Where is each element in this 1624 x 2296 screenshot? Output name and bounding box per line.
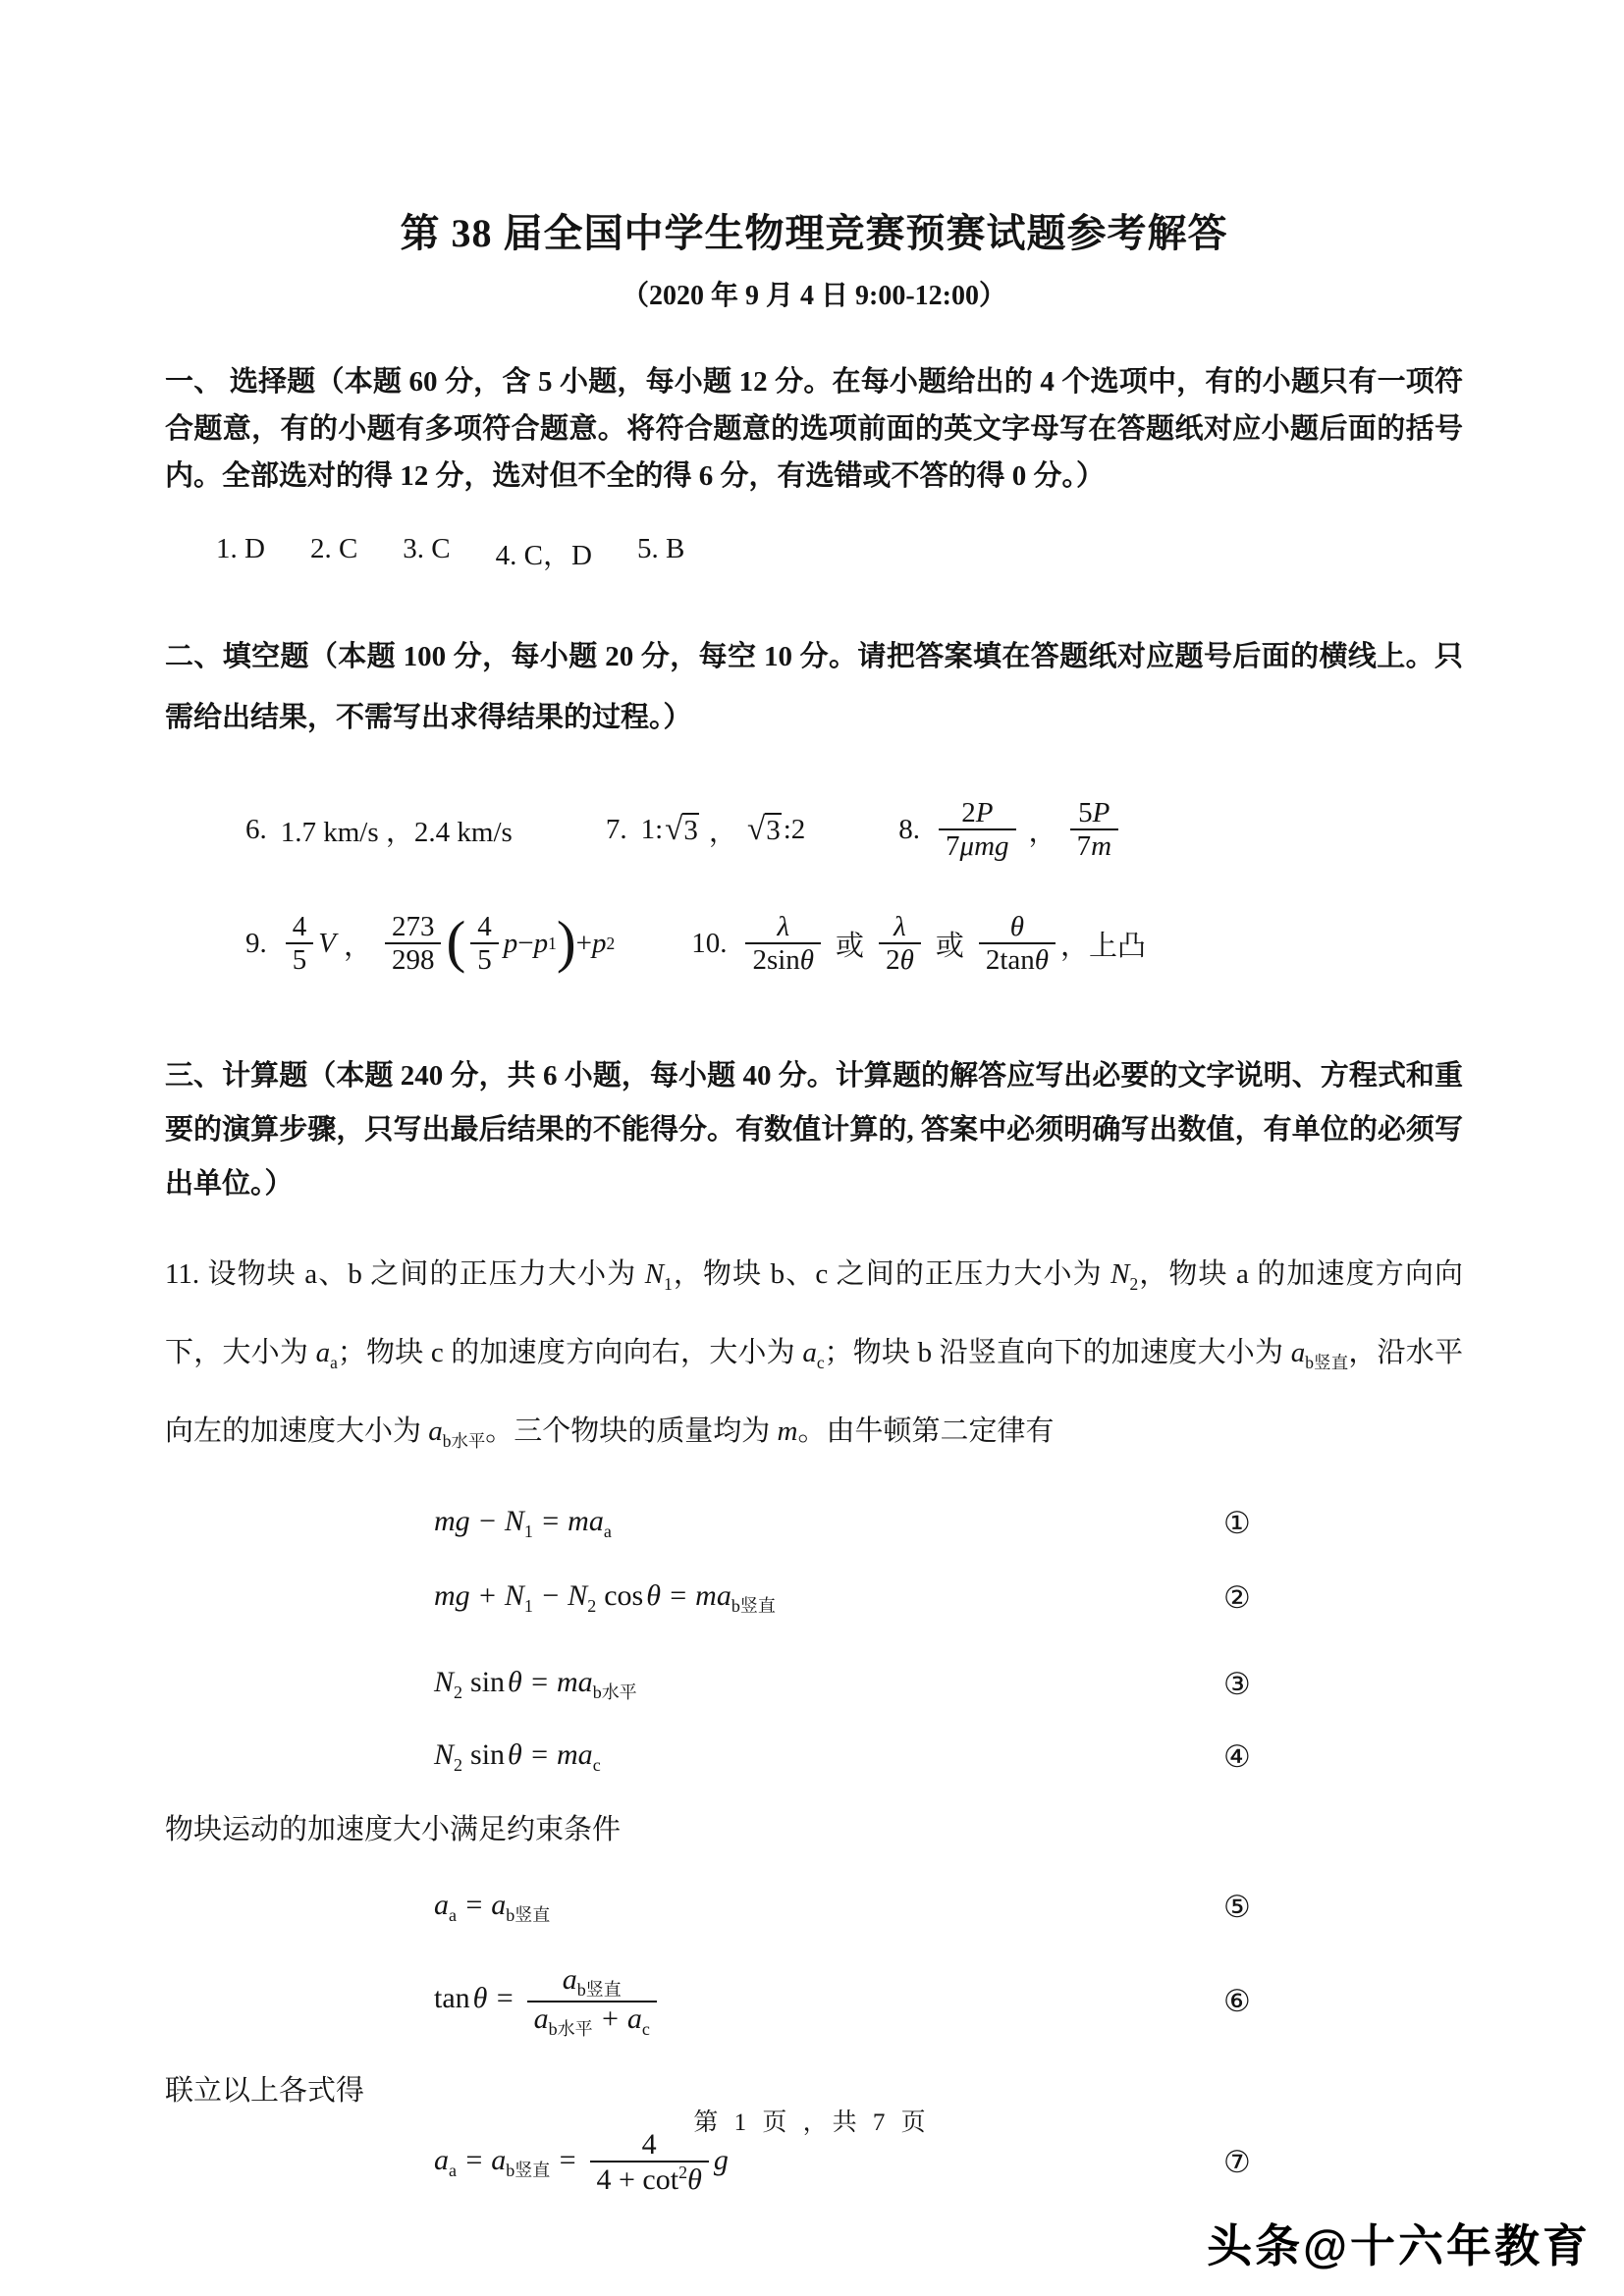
denominator: 298 <box>385 942 442 976</box>
question-number: 8. <box>898 813 921 845</box>
math-token: p <box>503 927 518 959</box>
math-token: 4 + cot <box>596 2163 679 2197</box>
math-token: 2tan <box>985 944 1035 976</box>
equation-5 <box>165 1887 1463 1928</box>
equation-6 <box>165 1963 1463 2038</box>
function-name: sin <box>470 1665 506 1698</box>
operator: − <box>517 927 534 959</box>
text-segment: 。由牛顿第二定律有 <box>797 1415 1055 1447</box>
fraction <box>939 797 1016 863</box>
text-segment: ；物块 b 沿竖直向下的加速度大小为 <box>824 1336 1284 1368</box>
math-token: m <box>777 1415 798 1447</box>
subscript: 2 <box>587 1595 597 1616</box>
math-token: θ = ma <box>508 1738 593 1772</box>
numerator: 273 <box>391 910 435 942</box>
math-token: p <box>592 927 607 959</box>
function-name: sin <box>470 1738 506 1772</box>
equation-2 <box>165 1577 1463 1619</box>
math-token: a <box>428 1415 443 1447</box>
page-title: 第 38 届全国中学生物理竞赛预赛试题参考解答 <box>400 211 1228 255</box>
numerator: 4 <box>292 910 307 942</box>
subscript: b水平 <box>442 1430 486 1451</box>
math-token: = ma <box>532 1505 604 1538</box>
denominator <box>939 828 1016 862</box>
page-footer: 第 1 页 ，共 7 页 <box>693 2109 931 2136</box>
math-token: a <box>434 1888 449 1921</box>
math-token: = a <box>457 1888 507 1921</box>
math-token: g <box>713 2143 729 2176</box>
math-token: θ = ma <box>508 1665 593 1698</box>
equation-number-badge: ⑤ <box>1223 1890 1251 1925</box>
blank-q9: 9. $\frac{4}{5}$ V ， $\frac{273}{298}$ ( $\frac{4}{5}$ p − p 1 ) + p 2 <box>245 909 616 976</box>
subscript: b水平 <box>592 1682 637 1702</box>
denominator <box>745 942 821 976</box>
separator: ， <box>343 930 372 962</box>
fraction <box>385 911 442 977</box>
question-number: 10. <box>691 927 728 959</box>
answer-item-2: 2. C <box>309 533 358 564</box>
answer-item-5: 5. B <box>636 533 685 564</box>
question-number: 7. <box>605 813 627 845</box>
text-segment: ，物块 b、c 之间的正压力大小为 <box>672 1258 1103 1290</box>
function-name: tan <box>434 1982 470 2015</box>
subscript: 2 <box>1129 1273 1139 1294</box>
sqrt-expression <box>747 811 782 848</box>
math-token: a <box>533 2002 549 2035</box>
math-token: 2 <box>886 944 900 976</box>
equation-formula <box>434 1738 601 1776</box>
blank-q7 <box>606 810 805 850</box>
separator: ， <box>708 816 737 848</box>
equation-formula <box>434 1505 612 1542</box>
equation-formula <box>434 1963 662 2038</box>
answer-item-3: 3. C <box>403 533 451 564</box>
equation-number-badge: ⑥ <box>1223 1983 1251 2018</box>
math-token: 7 <box>1076 830 1092 862</box>
equation-formula <box>434 1666 637 1704</box>
q6-answer: 1.7 km/s ，2.4 km/s <box>280 816 513 848</box>
problem-11-text <box>165 1240 1463 1474</box>
subscript: b竖直 <box>731 1595 776 1616</box>
denominator: 5 <box>286 942 314 976</box>
question-number: 9. <box>245 927 267 959</box>
sqrt-expression <box>665 811 699 848</box>
equation-number-badge: ④ <box>1223 1739 1251 1775</box>
numerator <box>556 1963 628 2000</box>
denominator: 5 <box>470 942 499 976</box>
equation-number-badge: ⑦ <box>1223 2144 1251 2179</box>
subscript: a <box>330 1352 338 1372</box>
blank-q10 <box>691 911 1146 977</box>
math-token: θ = ma <box>646 1578 731 1612</box>
subscript: 1 <box>523 1522 533 1542</box>
subscript: 1 <box>664 1273 673 1294</box>
subscript: c <box>816 1352 825 1372</box>
answer-item-4: 4. C，D <box>495 540 592 571</box>
numerator: 4 <box>641 2127 657 2161</box>
superscript: 2 <box>678 2163 688 2183</box>
radical-sign-icon: √ <box>665 811 683 847</box>
constraint-label: 物块运动的加速度大小满足约束条件 <box>165 1814 622 1846</box>
math-token: P <box>1092 796 1110 828</box>
equation-formula <box>434 2128 729 2197</box>
math-token: m <box>1091 830 1112 862</box>
math-token: V <box>318 927 336 959</box>
math-token: mg − N <box>434 1505 524 1538</box>
or-word: 或 <box>935 930 964 962</box>
numerator: λ <box>893 910 906 942</box>
equation-7 <box>165 2128 1463 2197</box>
radicand: 3 <box>766 815 781 846</box>
subscript: b竖直 <box>1305 1352 1349 1372</box>
subscript: 1 <box>548 933 557 953</box>
q10-tail: ，上凸 <box>1060 930 1147 962</box>
math-token: N <box>434 1738 455 1772</box>
text-segment: ；物块 c 的加速度方向向右，大小为 <box>337 1336 795 1368</box>
or-word: 或 <box>836 930 865 962</box>
subscript: b水平 <box>548 2018 593 2039</box>
numerator <box>954 797 1000 828</box>
page-subtitle: （2020 年 9 月 4 日 9:00-12:00） <box>622 281 1006 311</box>
fraction <box>879 911 921 977</box>
separator: ， <box>1028 816 1057 848</box>
blank-answers-row-1 <box>165 776 1463 882</box>
math-token: a <box>434 2143 449 2176</box>
radicand: 3 <box>683 815 698 846</box>
fraction <box>979 911 1056 977</box>
text-segment: 11. 设物块 a、b 之间的正压力大小为 <box>165 1258 637 1290</box>
fraction <box>470 911 499 977</box>
math-token: :2 <box>783 813 806 845</box>
subscript: a <box>449 2160 457 2180</box>
math-token: a <box>802 1336 817 1368</box>
blank-q6 <box>245 810 513 850</box>
section-blank-heading: 二、填空题（本题 100 分，每小题 20 分，每空 10 分。请把答案填在答题纸对应题号后面的横线上。只需给出结果，不需写出求得结果的过程。） <box>165 641 1463 733</box>
math-token: N <box>434 1665 455 1698</box>
denominator <box>590 2161 709 2197</box>
equation-number-badge: ② <box>1223 1580 1251 1616</box>
math-token: N <box>644 1258 665 1290</box>
math-token: θ <box>899 944 914 976</box>
fraction <box>745 911 821 977</box>
radical-sign-icon: √ <box>746 811 766 847</box>
equation-number-badge: ③ <box>1223 1667 1251 1702</box>
numerator: 4 <box>477 910 492 942</box>
watermark: 头条@十六年教育 <box>1207 2220 1591 2271</box>
numerator: λ <box>777 910 790 942</box>
fraction <box>590 2128 709 2197</box>
combine-label: 联立以上各式得 <box>165 2074 365 2107</box>
equation-formula <box>434 1579 776 1618</box>
question-number: 6. <box>245 813 267 845</box>
text-segment: ，沿水平向左的加速度大小为 <box>165 1336 1463 1447</box>
blank-q8 <box>898 797 1123 863</box>
subscript: c <box>641 2018 650 2039</box>
function-name: cos <box>604 1578 644 1612</box>
math-token: p <box>533 927 549 959</box>
section-choice-heading: 一、 选择题（本题 60 分，含 5 小题，每小题 12 分。在每小题给出的 4 个选项中，有的小题只有一项符合题意，有的小题有多项符合题意。将符合题意的选项前面的英文字母写在答题纸对应小题后面的括号内。全部选对的得 12 分，选对但不全的得 6 分，有选错或不答的得 0 分。） <box>165 366 1463 492</box>
math-token: 1: <box>640 813 664 845</box>
denominator <box>979 942 1056 976</box>
math-token: 2 <box>961 796 976 828</box>
subscript: 2 <box>454 1755 463 1776</box>
equation-formula <box>434 1889 550 1927</box>
math-token: a <box>315 1336 331 1368</box>
math-token: θ <box>799 944 815 976</box>
operator: + <box>575 927 592 959</box>
numerator: θ <box>1009 910 1025 942</box>
math-token: θ <box>1034 944 1050 976</box>
text-segment: 。三个物块的质量均为 <box>485 1415 771 1447</box>
math-token: = a <box>457 2143 507 2176</box>
subscript: a <box>603 1522 612 1542</box>
math-token: θ = <box>472 1982 522 2015</box>
math-token: = <box>550 2143 585 2176</box>
denominator <box>879 942 921 976</box>
equation-number-badge: ① <box>1223 1506 1251 1541</box>
math-token: − N <box>532 1578 588 1612</box>
math-token: 2sin <box>752 944 800 976</box>
equation-3 <box>165 1664 1463 1705</box>
math-token: a <box>562 1963 577 1997</box>
equation-4 <box>165 1736 1463 1778</box>
math-token: θ <box>687 2163 702 2197</box>
math-token: P <box>975 796 994 828</box>
subscript: 2 <box>454 1682 463 1702</box>
denominator <box>1070 828 1118 862</box>
subscript: c <box>592 1755 601 1776</box>
subscript: a <box>449 1904 457 1925</box>
subscript: 1 <box>523 1595 533 1616</box>
section-calc-heading: 三、计算题（本题 240 分，共 6 小题，每小题 40 分。计算题的解答应写出必要的文字说明、方程式和重要的演算步骤，只写出最后结果的不能得分。有数值计算的, 答案中必须明确写出数值，有单位的必须写出单位。） <box>165 1060 1463 1200</box>
math-token: μmg <box>959 830 1009 862</box>
denominator <box>527 2001 657 2039</box>
text-segment: ，物块 a 的加速度方向向下，大小为 <box>165 1258 1464 1368</box>
math-token: N <box>1110 1258 1130 1290</box>
blank-answers-row-2 <box>165 888 1463 998</box>
equation-1 <box>165 1503 1463 1544</box>
subscript: b竖直 <box>576 1980 622 2001</box>
answer-item-1: 1. D <box>216 533 265 564</box>
math-token: + a <box>592 2002 642 2035</box>
fraction <box>1070 797 1118 863</box>
subscript: b竖直 <box>506 1904 551 1925</box>
numerator <box>1071 797 1116 828</box>
subscript: b竖直 <box>506 2160 551 2180</box>
fraction <box>286 911 314 977</box>
fraction <box>527 1963 657 2038</box>
subscript: 2 <box>606 933 616 953</box>
math-token: 5 <box>1078 796 1093 828</box>
math-token: mg + N <box>434 1578 524 1612</box>
math-token: 7 <box>946 830 960 862</box>
choice-answers-row <box>165 533 1463 573</box>
math-token: a <box>1290 1336 1306 1368</box>
